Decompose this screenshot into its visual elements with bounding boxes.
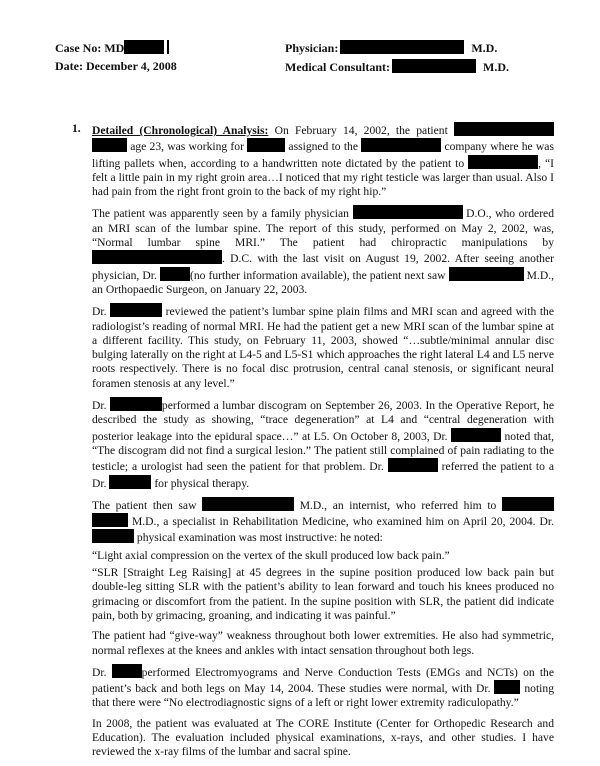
quote-slr: “SLR [Straight Leg Raising] at 45 degrees in the supine position produced low back pain but double-leg sitting SLR with the patient’s ability to lean forward and touch his knees produced no grimacing or discomfort from the patient. In the supine position with SLR, the patient did indicate pain, both by grimacing, groaning, and indicating it was painful.” [92, 566, 554, 622]
redaction [502, 497, 554, 511]
text: Dr. [92, 399, 107, 413]
text: performed Electromyograms and Nerve Conduction Tests (EMGs and NCTs) on the patient’s back and both legs on May 14, 2004. These studies were normal, with Dr. [92, 665, 554, 696]
consultant-line [285, 59, 509, 75]
physician-label: Physician: [285, 41, 339, 55]
date-label: Date: [55, 59, 83, 73]
redaction [92, 138, 127, 152]
text: referred the patient to a Dr. [92, 460, 554, 490]
redaction [451, 428, 501, 442]
text: M.D., a specialist in Rehabilitation Medicine, who examined him on April 20, 2004. Dr. [131, 515, 555, 529]
redaction [340, 40, 464, 54]
redaction [494, 680, 520, 694]
redaction [247, 138, 285, 152]
consultant-suffix: M.D. [483, 60, 509, 74]
redaction [110, 303, 162, 317]
paragraph-discogram [92, 397, 554, 491]
physician-line [285, 40, 497, 56]
paragraph-physicians [92, 205, 554, 297]
quote-axial-compression: “Light axial compression on the vertex of the skull produced low back pain.” [92, 548, 450, 562]
redaction [160, 267, 190, 281]
case-number-line [55, 40, 169, 56]
redaction [361, 138, 441, 152]
text: . D.C. with the last visit on August 19, 2002. After seeing another physician, Dr. [92, 252, 554, 282]
text: assigned to the [288, 140, 358, 154]
redaction [392, 59, 476, 73]
consultant-label: Medical Consultant: [285, 60, 390, 74]
redaction [449, 267, 524, 281]
text: On February 14, 2002, the patient [274, 124, 448, 137]
redaction [388, 458, 438, 472]
text: reviewed the patient’s lumbar spine plain films and MRI scan and agreed with the radiologist’s reading of normal MRI. He had the patient get a new MRI scan of the lumbar spine at a different facility. This study, on February 11, 2003, showed “…subtle/minimal annular disc bulging laterally on the right at L4-5 and L5-S1 which approaches the right lateral L4 and L5 nerve roots respectively. There is no focal disc protrusion, central canal stenosis, or significant neural foramen stenosis at any level.” [92, 305, 554, 390]
paragraph-core-institute: In 2008, the patient was evaluated at The CORE Institute (Center for Orthopedic Research and Education). The evaluation included physical examinations, x-rays, and other studies. I have reviewed the x-ray films of the lumbar and sacral spine. [92, 716, 554, 759]
section-heading: Detailed (Chronological) Analysis: [92, 124, 269, 137]
text: for physical therapy. [154, 476, 250, 490]
text: age 23, was working for [130, 140, 244, 154]
text: physical examination was most instructive: he noted: [136, 531, 383, 545]
text: company where he was lifting pallets when, according to a handwritten note dictated by the patient to [92, 140, 554, 170]
paragraph-mri-review [92, 303, 554, 391]
redaction [353, 205, 463, 219]
text: M.D., an internist, who referred him to [299, 498, 497, 512]
text: performed a lumbar discogram on September 26, 2003. In the Operative Report, he described the study as showing, “trace degeneration” at L4 and “central degeneration with posterior leakage into the epidural space…” at L5. On October 8, 2003, Dr. [92, 399, 554, 443]
physician-suffix: M.D. [471, 41, 498, 55]
paragraph-weakness: The patient had “give-way” weakness throughout both lower extremities. He also had symmetric, normal reflexes at the knees and ankles with intact sensation throughout both legs. [92, 629, 554, 657]
paragraph-referral [92, 497, 554, 546]
redaction [92, 250, 222, 264]
text: (no further information available), the patient next saw [189, 268, 446, 282]
paragraph-onset [92, 122, 554, 199]
redaction [468, 155, 538, 169]
text: M.D., an Orthopaedic Surgeon, on January 22, 2003. [92, 268, 555, 296]
redaction [112, 664, 142, 678]
text: noting that there were “No electrodiagnostic signs of a left or right lower extremity radiculopathy.” [92, 682, 554, 710]
text: Dr. [92, 665, 107, 679]
section-number: 1. [72, 122, 81, 135]
redaction [92, 529, 134, 543]
text: noted that, “The discogram did not find a surgical lesion.” The patient still complained of pain radiating to the testicle; a urologist had seen the patient for that problem. Dr. [92, 429, 554, 474]
redaction [92, 513, 128, 527]
redaction [109, 475, 151, 489]
case-number-label: Case No: MD [55, 41, 125, 55]
text: The patient was apparently seen by a family physician [92, 207, 349, 221]
date-value: December 4, 2008 [85, 59, 177, 73]
redaction [167, 40, 169, 54]
date-line [55, 59, 177, 74]
paragraph-emg [92, 664, 554, 711]
text: , “I felt a little pain in my right groin area…I noticed that my right testicle was larger than usual. Also I had pain from the right front groin to the back of my right hip.” [92, 156, 554, 199]
redaction [110, 397, 162, 411]
text: Dr. [92, 305, 107, 319]
redaction [202, 497, 294, 511]
text: The patient then saw [92, 498, 197, 512]
redaction [454, 122, 554, 136]
redaction [124, 40, 164, 54]
text: D.O., who ordered an MRI scan of the lumbar spine. The report of this study, performed on May 2, 2002, was, “Normal lumbar spine MRI.” The patient had chiropractic manipulations by [92, 207, 555, 250]
document-body [92, 122, 554, 766]
